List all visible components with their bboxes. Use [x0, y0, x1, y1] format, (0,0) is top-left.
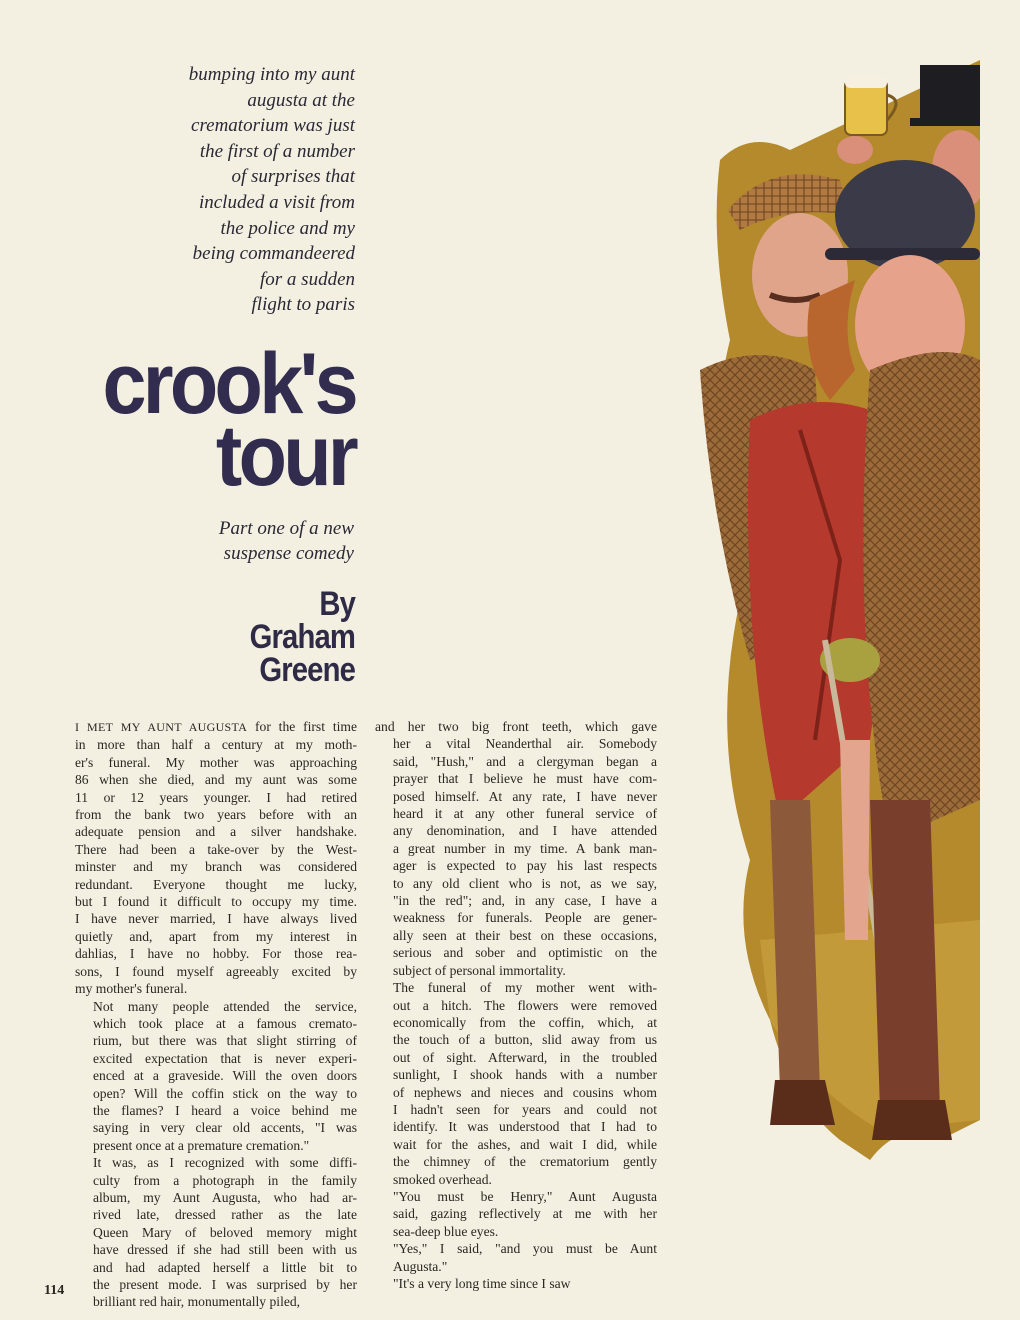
subdeck-line-2: suspense comedy: [223, 543, 354, 564]
deck-line: being commandeered: [192, 243, 355, 265]
body-line: and had adapted herself a little bit to: [93, 1259, 357, 1275]
body-line: rium, but there was that slight stirring of: [93, 1033, 357, 1049]
body-line: heard it at any other funeral service of: [393, 806, 657, 822]
body-line: the present mode. I was surprised by her: [93, 1277, 357, 1292]
body-line: from the bank two years before with an: [75, 807, 357, 823]
byline-first-name: Graham: [249, 618, 355, 656]
body-line: sea-deep blue eyes.: [393, 1223, 499, 1239]
body-line: and her two big front teeth, which gave: [375, 719, 657, 734]
body-paragraph: [375, 1240, 657, 1275]
body-line: sunlight, I shook hands with a number: [393, 1067, 657, 1083]
lead-in: I MET MY AUNT AUGUSTA: [75, 720, 248, 734]
body-line: saying in very clear old accents, "I was: [93, 1120, 357, 1136]
deck-line: bumping into my aunt: [188, 64, 355, 85]
headline-line-1: crook's: [102, 336, 355, 432]
body-line: I have never married, I have always lived: [75, 911, 357, 927]
body-paragraph: [75, 718, 357, 998]
deck-line: the first of a number: [199, 140, 355, 162]
illustration-crowd: [640, 40, 980, 1320]
page-number: 114: [44, 1283, 65, 1298]
body-line: out a hitch. The flowers were removed: [393, 997, 657, 1013]
boot-left: [770, 1080, 835, 1125]
body-line: brilliant red hair, monumentally piled,: [93, 1294, 301, 1310]
body-line: excited expectation that is never experi-: [93, 1050, 357, 1066]
body-line: prayer that I believe he must have com-: [393, 771, 657, 787]
beer-glass: [845, 80, 887, 135]
body-line: in more than half a century at my moth-: [75, 737, 357, 753]
body-line: I MET MY AUNT AUGUSTA for the first time: [75, 719, 357, 734]
body-paragraph: [375, 1275, 657, 1292]
body-line: There had been a take-over by the West-: [75, 841, 357, 857]
body-line: "in the red"; and, in any case, I have a: [393, 893, 657, 909]
body-line: I hadn't seen for years and could not: [393, 1101, 657, 1117]
boot-right: [872, 1100, 952, 1140]
body-column-1: [75, 718, 357, 1311]
body-line: enced at a graveside. Will the oven doors: [93, 1068, 357, 1084]
body-line: "It's a very long time since I saw: [393, 1276, 571, 1291]
body-line: ally seen at their best on these occasions,: [393, 927, 657, 943]
body-line: identify. It was understood that I had to: [393, 1119, 657, 1135]
body-line: a great number in my time. A bank man-: [393, 840, 657, 856]
body-line: 11 or 12 years younger. I had retired: [75, 789, 357, 805]
body-paragraph: [375, 1188, 657, 1240]
body-line: the chimney of the crematorium gently: [393, 1154, 657, 1170]
body-line: but I found it difficult to occupy my time.: [75, 894, 357, 910]
body-line: album, my Aunt Augusta, who had ar-: [93, 1189, 357, 1205]
deck-line: of surprises that: [231, 166, 355, 188]
body-line: open? Will the coffin stick on the way to: [93, 1085, 357, 1101]
body-line: Queen Mary of beloved memory might: [93, 1224, 357, 1240]
deck-line: included a visit from: [198, 191, 355, 213]
body-line: the flames? I heard a voice behind me: [93, 1102, 357, 1118]
body-paragraph: [75, 1154, 357, 1311]
body-line: culty from a photograph in the family: [93, 1172, 357, 1188]
body-line: any denomination, and I have attended: [393, 823, 657, 839]
body-line: adequate pension and a silver handshake.: [75, 824, 357, 840]
headline-line-2: tour: [215, 408, 355, 504]
body-line: "Yes," I said, "and you must be Aunt: [393, 1241, 657, 1257]
article-headline: [40, 336, 355, 504]
body-line: quietly and, apart from my interest in: [75, 928, 357, 944]
deck-line: the police and my: [220, 217, 355, 239]
body-column-2: [375, 718, 657, 1292]
body-line: economically from the coffin, which, at: [393, 1014, 657, 1030]
body-line: rived late, dressed rather as the late: [93, 1207, 357, 1223]
body-line: posed himself. At any rate, I have never: [393, 788, 657, 804]
body-line: "You must be Henry," Aunt Augusta: [393, 1188, 657, 1204]
body-line: 86 when she died, and my aunt was some: [75, 772, 357, 788]
body-line: dahlias, I have no hobby. For those rea-: [75, 946, 357, 962]
deck-line: for a sudden: [260, 268, 355, 290]
body-line: Augusta.": [393, 1258, 448, 1274]
body-line: serious and sober and optimistic on the: [393, 945, 657, 961]
article-subdeck: [150, 516, 354, 566]
body-line: redundant. Everyone thought me lucky,: [75, 876, 357, 892]
body-line: minster and my branch was considered: [75, 859, 357, 875]
deck-line: augusta at the: [247, 89, 355, 111]
body-line: ager is expected to pay his last respects: [393, 858, 657, 874]
body-line: wait for the ashes, and wait I did, while: [393, 1136, 657, 1152]
body-line: said, gazing reflectively at me with her: [393, 1206, 657, 1222]
byline-by: By: [319, 585, 355, 623]
subdeck-line-1: Part one of a new: [218, 518, 354, 539]
body-line: er's funeral. My mother was approaching: [75, 754, 357, 770]
article-deck: [150, 62, 355, 318]
body-line: The funeral of my mother went with-: [393, 980, 657, 996]
top-hat: [920, 65, 980, 120]
body-paragraph: [75, 998, 357, 1155]
body-line: of nephews and nieces and cousins whom: [393, 1084, 657, 1100]
body-line: subject of personal immortality.: [393, 962, 566, 978]
body-line: smoked overhead.: [393, 1171, 492, 1187]
body-line: present once at a premature cremation.": [93, 1137, 310, 1153]
body-line: Not many people attended the service,: [93, 998, 357, 1014]
body-paragraph: [375, 718, 657, 979]
tweed-coat-right: [863, 352, 980, 840]
deck-line: crematorium was just: [191, 115, 355, 137]
body-line: have dressed if she had still been with us: [93, 1242, 357, 1258]
body-line: out of sight. Afterward, in the troubled: [393, 1049, 657, 1065]
byline-last-name: Greene: [259, 651, 355, 689]
body-line: my mother's funeral.: [75, 981, 188, 997]
body-line: said, "Hush," and a clergyman began a: [393, 753, 657, 769]
body-line: the touch of a button, slid away from us: [393, 1032, 657, 1048]
body-line: her a vital Neanderthal air. Somebody: [393, 736, 657, 752]
body-line: It was, as I recognized with some diffi-: [93, 1155, 357, 1171]
body-line: which took place at a famous cremato-: [93, 1015, 357, 1031]
legs-right: [870, 800, 940, 1110]
body-line: to any old client who is not, as we say,: [393, 875, 657, 891]
body-line: weakness for funerals. People are gener-: [393, 910, 657, 926]
byline: [150, 585, 355, 689]
body-line: sons, I found myself agreeably excited by: [75, 963, 357, 979]
body-paragraph: [375, 979, 657, 1188]
deck-line: flight to paris: [251, 294, 355, 316]
